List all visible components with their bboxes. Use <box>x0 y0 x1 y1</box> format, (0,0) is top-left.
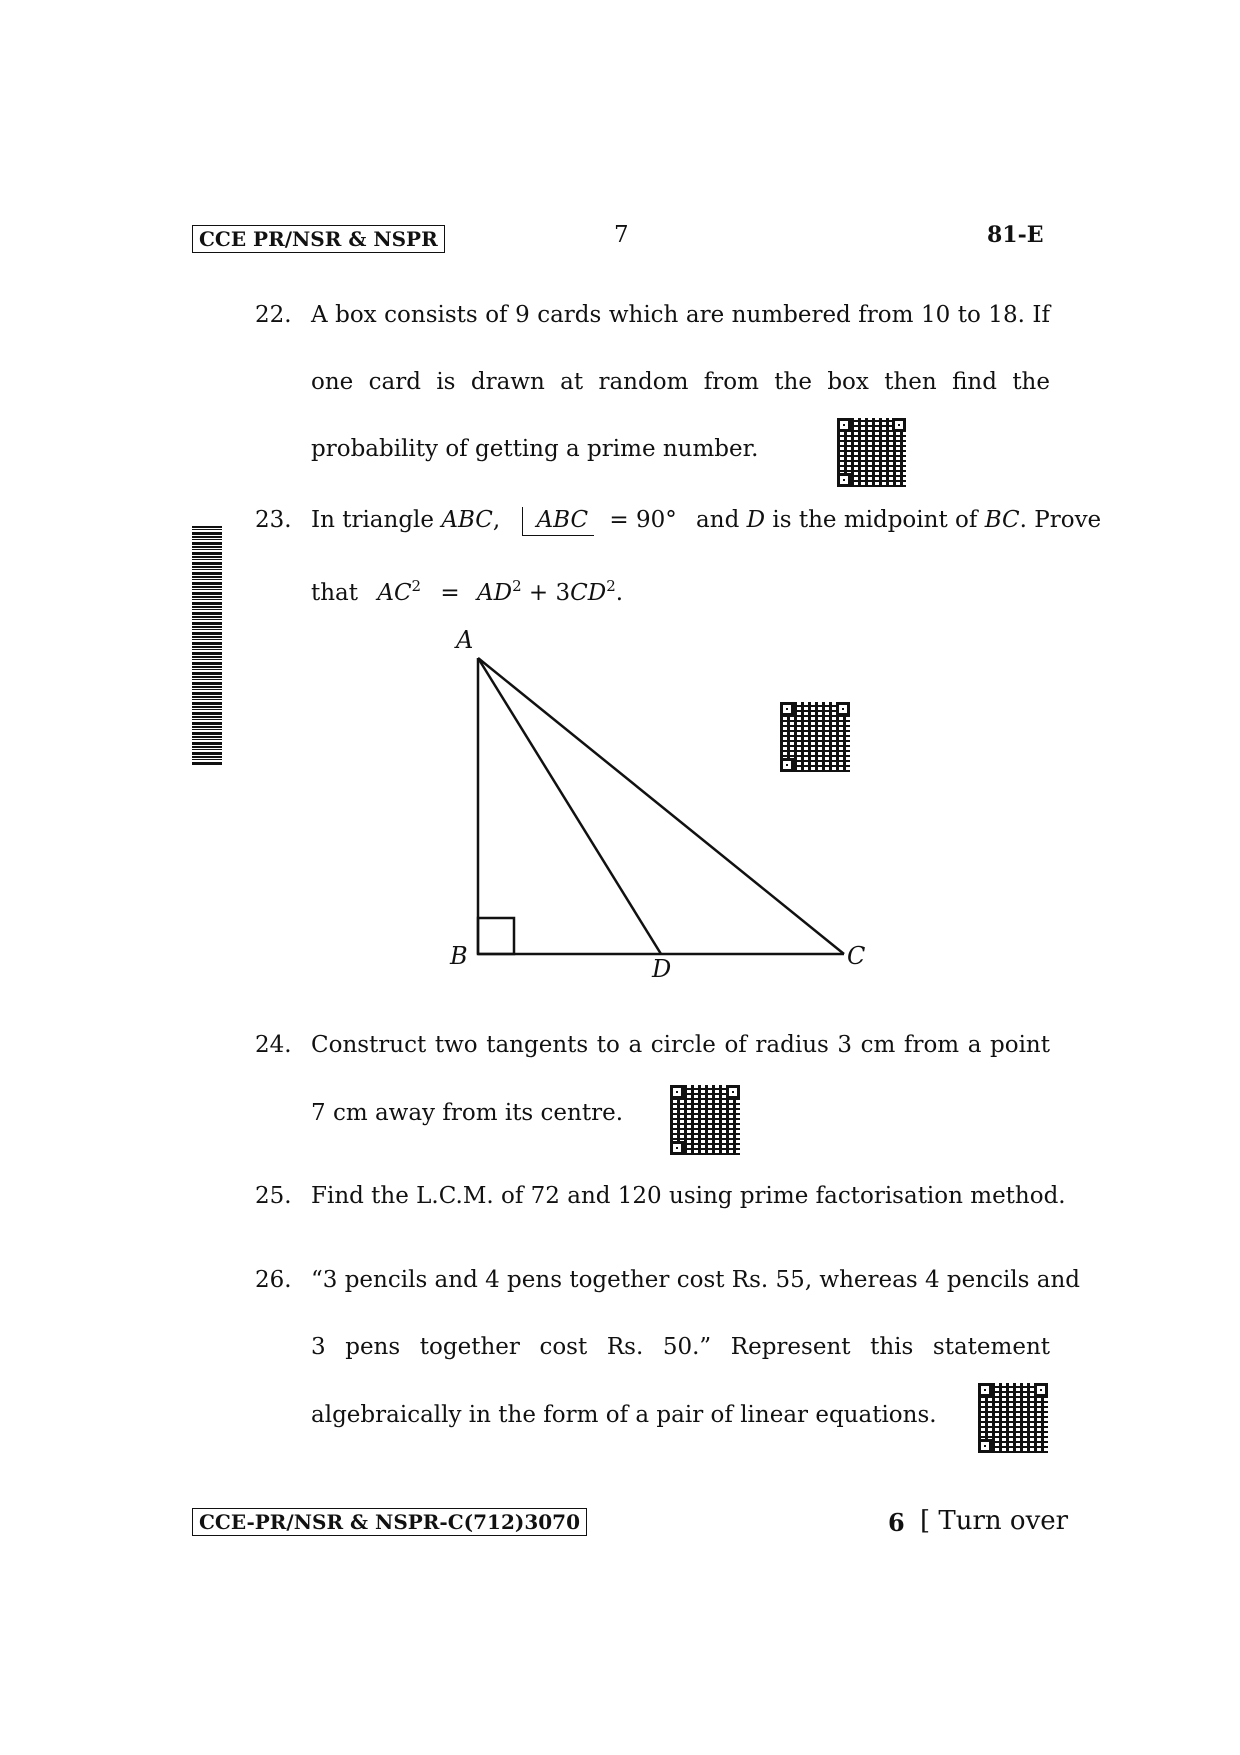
paper-code: 81-E <box>987 222 1044 248</box>
question-text-line: Find the L.C.M. of 72 and 120 using prime factorisation method. <box>311 1183 1066 1209</box>
text-segment: . <box>615 580 624 606</box>
question-text-line: 3 pens together cost Rs. 50.” Represent this statement <box>311 1334 1050 1360</box>
footer-code-box: CCE-PR/NSR & NSPR-C(712)3070 <box>192 1508 587 1536</box>
text-segment: = <box>440 580 460 606</box>
question-text-line <box>311 578 623 608</box>
question-number: 25. <box>255 1183 292 1209</box>
question-number: 22. <box>255 302 292 328</box>
question-text-line: “3 pencils and 4 pens together cost Rs. 55, whereas 4 pencils and <box>311 1267 1081 1293</box>
text-segment: , <box>492 507 501 533</box>
question-number: 23. <box>255 507 292 533</box>
question-text-line: one card is drawn at random from the box then find the <box>311 369 1050 395</box>
exponent: 2 <box>606 577 616 595</box>
page-number: 7 <box>614 222 629 248</box>
triangle-name: ABC <box>441 507 493 533</box>
qr-code <box>780 702 850 772</box>
right-angle-marker <box>478 918 514 954</box>
qr-code <box>670 1085 740 1155</box>
point-name: D <box>746 507 766 533</box>
question-text-line: Construct two tangents to a circle of radius 3 cm from a point <box>311 1032 1050 1058</box>
segment-name: AC <box>377 580 412 606</box>
qr-code <box>837 418 906 487</box>
question-text-line: A box consists of 9 cards which are numbered from 10 to 18. If <box>311 302 1050 328</box>
exponent: 2 <box>411 577 422 595</box>
question-text-line: algebraically in the form of a pair of linear equations. <box>311 1402 937 1428</box>
vertex-label-a: A <box>456 626 474 654</box>
question-number: 24. <box>255 1032 292 1058</box>
point-label-d: D <box>652 955 672 983</box>
header-code-box: CCE PR/NSR & NSPR <box>192 225 445 253</box>
angle-symbol <box>522 507 595 536</box>
question-text-line: 7 cm away from its centre. <box>311 1100 624 1126</box>
vertex-label-b: B <box>450 942 468 970</box>
segment-name: AD <box>477 580 513 606</box>
qr-code <box>978 1383 1048 1453</box>
segment-name: CD <box>570 580 607 606</box>
question-text-line: probability of getting a prime number. <box>311 436 759 462</box>
median-ad <box>478 658 661 954</box>
text-segment: + 3 <box>528 580 571 606</box>
vertex-label-c: C <box>847 942 866 970</box>
question-text-line <box>311 505 1102 536</box>
footer-page-number: 6 <box>888 1508 905 1537</box>
exponent: 2 <box>512 577 522 595</box>
turn-over-label: [ Turn over <box>920 1506 1069 1536</box>
segment-name: BC <box>984 507 1020 533</box>
text-segment: In triangle <box>311 507 442 533</box>
text-segment: that <box>311 580 359 606</box>
text-segment: = 90° <box>609 507 677 533</box>
text-segment: . Prove <box>1019 507 1102 533</box>
side-barcode <box>192 526 222 766</box>
text-segment: is the midpoint of <box>765 507 985 533</box>
triangle-figure <box>440 620 880 990</box>
text-segment: and <box>696 507 747 533</box>
question-number: 26. <box>255 1267 292 1293</box>
angle-name: ABC <box>536 507 589 533</box>
